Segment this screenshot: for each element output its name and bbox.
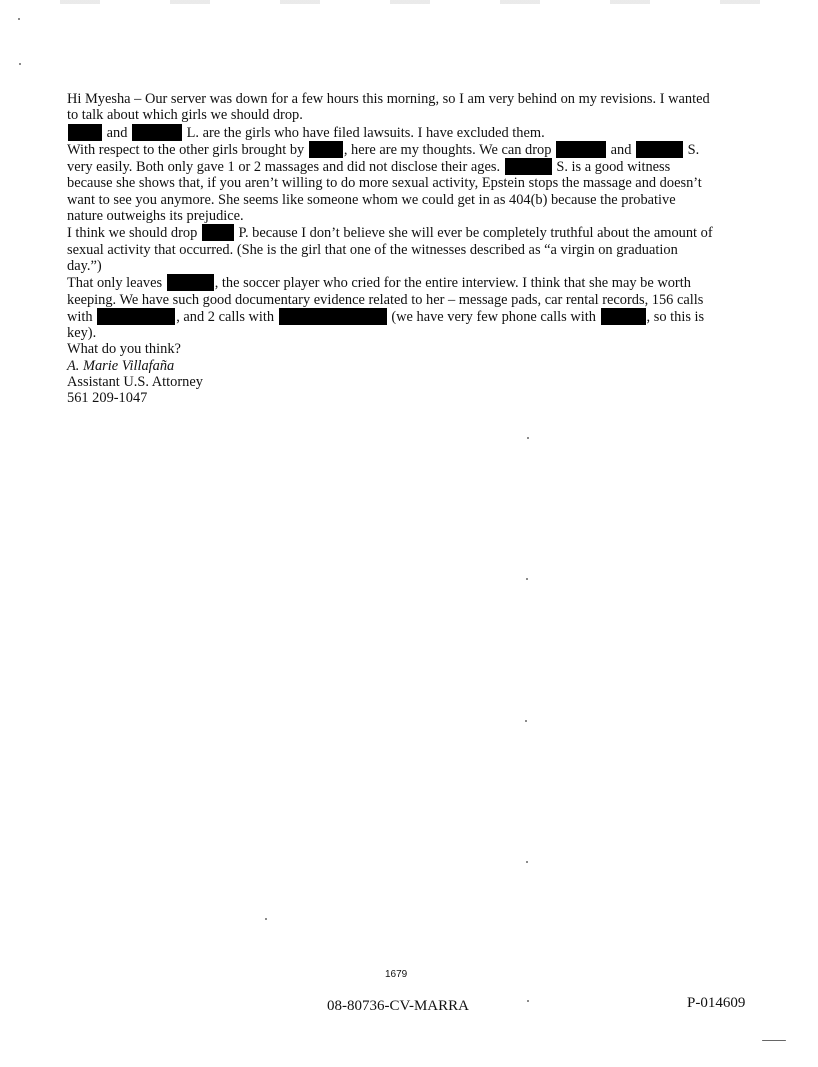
- redaction-box: [202, 224, 234, 241]
- text-span: and: [610, 141, 632, 158]
- redaction-box: [68, 124, 102, 141]
- evidence-line: keeping. We have such good documentary evidence related to her – message pads, car rental records, 156 calls: [67, 291, 704, 308]
- redaction-box: [132, 124, 182, 141]
- witness-line-2: want to see you anymore. She seems like someone whom we could get in as 404(b) because the probative: [67, 191, 676, 208]
- scan-speck: [526, 578, 528, 580]
- email-body: [67, 91, 757, 407]
- massages-line: [67, 158, 757, 175]
- scan-speck: [525, 720, 527, 722]
- text-span: L. are the girls who have filed lawsuits. I have excluded them.: [186, 124, 545, 141]
- text-span: , so this is: [646, 308, 705, 325]
- key-line: key).: [67, 325, 97, 342]
- scan-speck: [526, 861, 528, 863]
- scan-speck: [18, 18, 20, 20]
- witness-line-3: nature outweighs its prejudice.: [67, 208, 244, 225]
- text-span: (we have very few phone calls with: [391, 308, 596, 325]
- text-span: I think we should drop: [67, 225, 198, 242]
- text-span: With respect to the other girls brought by: [67, 141, 305, 158]
- scan-speck: [527, 437, 529, 439]
- bates-number: P-014609: [687, 995, 746, 1011]
- text-span: and: [106, 124, 128, 141]
- text-span: , here are my thoughts. We can drop: [343, 141, 552, 158]
- lawsuit-paragraph: [67, 124, 757, 141]
- redaction-box: [167, 274, 214, 291]
- text-span: P. because I don’t believe she will ever be completely truthful about the amount of: [238, 225, 713, 242]
- case-number: 08-80736-CV-MARRA: [327, 998, 469, 1014]
- redaction-box: [556, 141, 606, 158]
- greeting-line: Hi Myesha – Our server was down for a few hours this morning, so I am very behind on my revisions. I wanted: [67, 91, 710, 107]
- greeting-line-2: to talk about which girls we should drop.: [67, 107, 303, 124]
- witness-line: because she shows that, if you aren’t willing to do more sexual activity, Epstein stops the massage and doesn’t: [67, 175, 702, 192]
- text-span: S. is a good witness: [556, 159, 671, 176]
- question-line: What do you think?: [67, 341, 181, 358]
- drop-line-3: day.”): [67, 257, 102, 274]
- page-number: 1679: [385, 969, 408, 980]
- drop-line: [67, 224, 757, 241]
- signature-name: A. Marie Villafaña: [67, 357, 175, 374]
- soccer-line: [67, 274, 757, 291]
- scan-artifact-bar: [60, 0, 780, 4]
- signature-phone: 561 209-1047: [67, 390, 148, 407]
- redaction-box: [601, 308, 646, 325]
- scan-speck: [762, 1040, 786, 1041]
- thoughts-line: [67, 141, 757, 158]
- scan-speck: [265, 918, 267, 920]
- scan-speck: [527, 1000, 529, 1002]
- text-span: very easily. Both only gave 1 or 2 massages and did not disclose their ages.: [67, 159, 501, 176]
- scan-speck: [19, 63, 21, 65]
- redaction-box: [97, 308, 175, 325]
- text-span: That only leaves: [67, 275, 163, 292]
- calls-line: [67, 308, 757, 325]
- redaction-box: [309, 141, 343, 158]
- text-span: S.: [687, 141, 700, 158]
- redaction-box: [279, 308, 387, 325]
- signature-title: Assistant U.S. Attorney: [67, 374, 203, 391]
- text-span: , and 2 calls with: [176, 308, 275, 325]
- redaction-box: [505, 158, 552, 175]
- redaction-box: [636, 141, 683, 158]
- text-span: , the soccer player who cried for the entire interview. I think that she may be worth: [214, 275, 691, 292]
- drop-line-2: sexual activity that occurred. (She is the girl that one of the witnesses described as “a virgin on graduation: [67, 241, 678, 258]
- text-span: with: [67, 308, 93, 325]
